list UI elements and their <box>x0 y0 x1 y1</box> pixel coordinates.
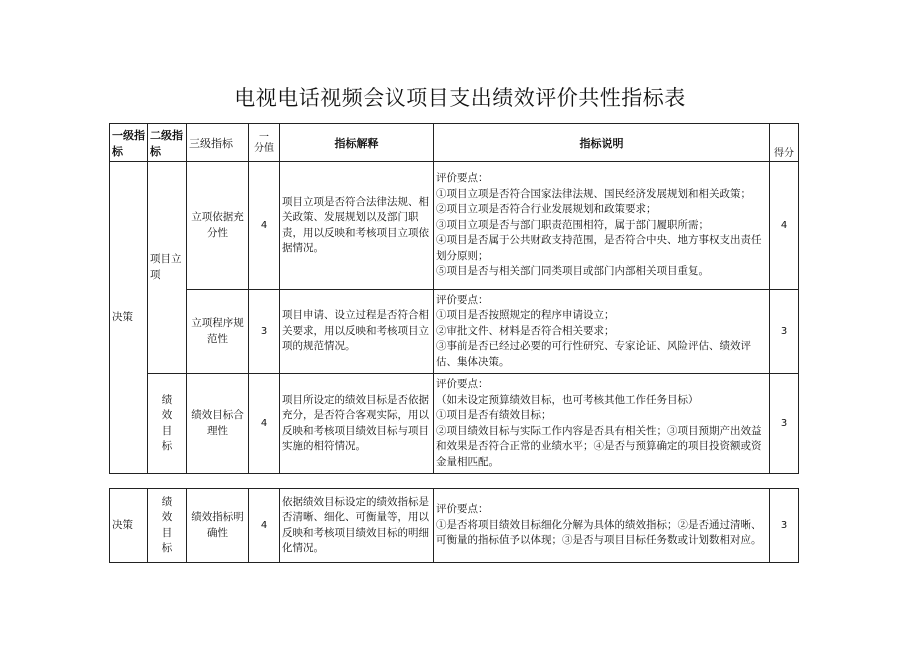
explanation-cell: 依据绩效目标设定的绩效指标是否清晰、细化、可衡量等，用以反映和考核项目绩效目标的明细化情况。 <box>280 489 434 563</box>
header-got: 得分 <box>770 124 799 162</box>
explanation-cell: 项目所设定的绩效目标是否依据充分，是否符合客观实际，用以反映和考核项目绩效目标与项目实施的相符情况。 <box>280 374 434 474</box>
level3-cell: 绩效目标合理性 <box>187 374 249 474</box>
table-row <box>110 290 799 374</box>
level1-cell: 决策 <box>110 489 148 563</box>
got-cell: 3 <box>770 489 799 563</box>
level3-cell: 绩效指标明确性 <box>187 489 249 563</box>
description-cell: 评价要点： ①项目立项是否符合国家法律法规、国民经济发展规划和相关政策； ②项目立项是否符合行业发展规划和政策要求； ③项目立项是否与部门职责范围相符，属于部门履职所需； ④项目是否属于公共财政支持范围，是否符合中央、地方事权支出责任划分原则； ⑤项目是否与相关部门同类项目或部门内部相关项目重复。 <box>434 162 770 290</box>
table-row <box>110 489 799 563</box>
header-explanation: 指标解释 <box>280 124 434 162</box>
level1-cell: 决策 <box>110 162 148 474</box>
table-row <box>110 162 799 290</box>
description-cell: 评价要点： ①是否将项目绩效目标细化分解为具体的绩效指标；②是否通过清晰、可衡量的指标值予以体现；③是否与项目目标任务数或计划数相对应。 <box>434 489 770 563</box>
gap-cell <box>110 474 799 489</box>
header-score-label: 分值 <box>254 142 274 154</box>
score-cell: 3 <box>249 290 280 374</box>
page-title: 电视电话视频会议项目支出绩效评价共性指标表 <box>234 86 686 110</box>
table-row <box>110 374 799 474</box>
level2-cell: 项目立项 <box>148 162 187 374</box>
description-cell: 评价要点： （如未设定预算绩效目标，也可考核其他工作任务目标） ①项目是否有绩效目标； ②项目绩效目标与实际工作内容是否具有相关性；③项目预期产出效益和效果是否符合正常的业绩水平；④是否与预算确定的项目投资额或资金量相匹配。 <box>434 374 770 474</box>
explanation-cell: 项目立项是否符合法律法规、相关政策、发展规划以及部门职责，用以反映和考核项目立项依据情况。 <box>280 162 434 290</box>
got-cell: 3 <box>770 290 799 374</box>
score-cell: 4 <box>249 374 280 474</box>
explanation-cell: 项目申请、设立过程是否符合相关要求，用以反映和考核项目立项的规范情况。 <box>280 290 434 374</box>
table-gap-row <box>110 474 799 489</box>
table-header-row <box>110 124 799 162</box>
score-cell: 4 <box>249 162 280 290</box>
level3-cell: 立项依据充分性 <box>187 162 249 290</box>
description-cell: 评价要点： ①项目是否按照规定的程序申请设立； ②审批文件、材料是否符合相关要求； ③事前是否已经过必要的可行性研究、专家论证、风险评估、绩效评估、集体决策。 <box>434 290 770 374</box>
got-cell: 4 <box>770 162 799 290</box>
got-cell: 3 <box>770 374 799 474</box>
header-level2: 二级指标 <box>148 124 187 162</box>
header-level3: 三级指标 <box>187 124 249 162</box>
level2-cell: 绩效目标 <box>148 489 187 563</box>
level2-cell: 绩效目标 <box>148 374 187 474</box>
score-cell: 4 <box>249 489 280 563</box>
header-level1: 一级指标 <box>110 124 148 162</box>
header-score-mark: 一 <box>259 131 269 143</box>
level3-cell: 立项程序规范性 <box>187 290 249 374</box>
header-score <box>249 124 280 162</box>
header-description: 指标说明 <box>434 124 770 162</box>
indicator-table <box>109 123 799 563</box>
